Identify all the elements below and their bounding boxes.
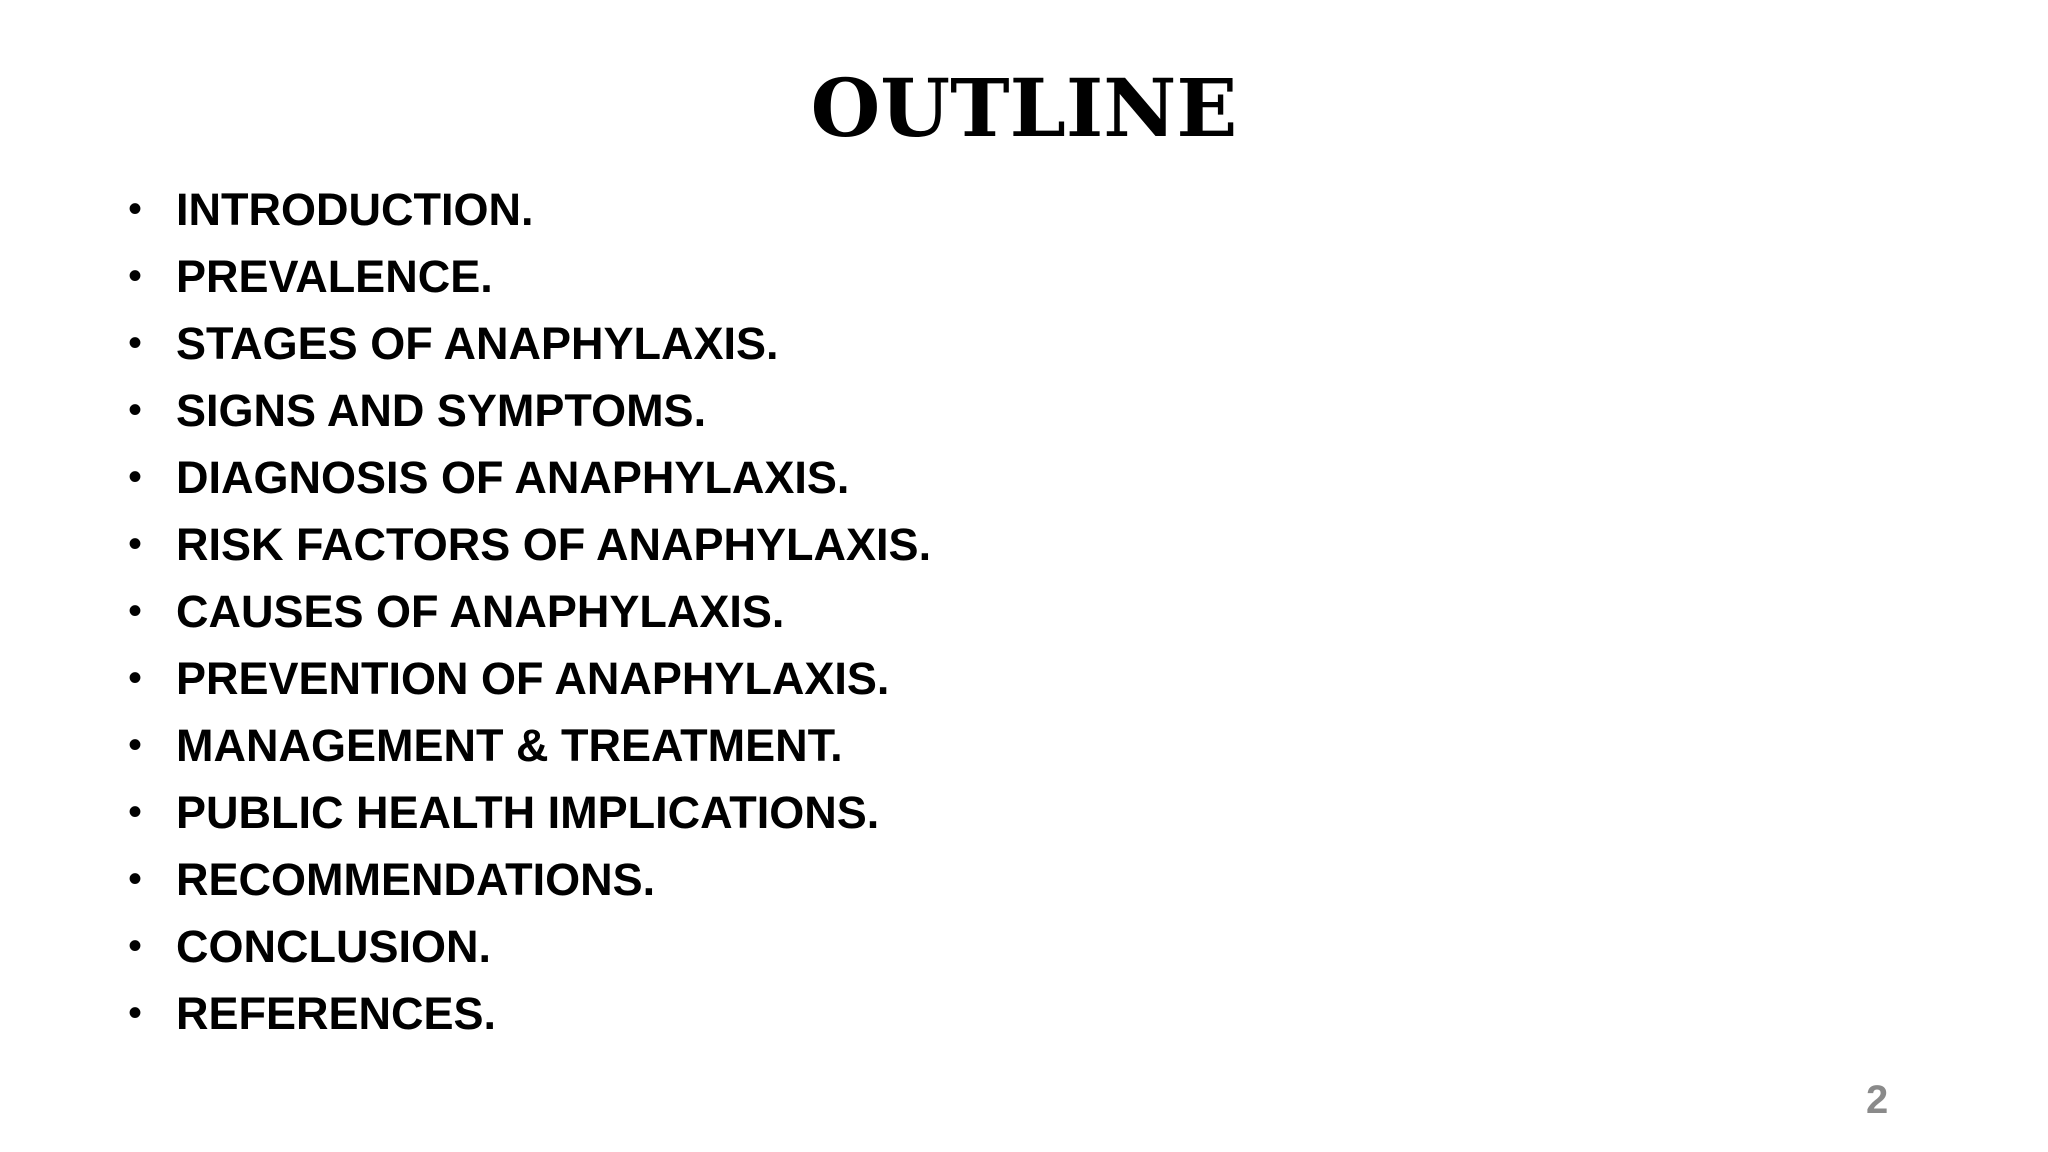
bullet-icon: • [128,790,143,834]
outline-item-stages [128,310,931,377]
outline-item-introduction [128,176,931,243]
outline-item-conclusion [128,913,931,980]
outline-item-label: CONCLUSION. [176,920,491,972]
bullet-icon: • [128,924,143,968]
outline-item-recommendations [128,846,931,913]
bullet-icon: • [128,723,143,767]
outline-item-label: RECOMMENDATIONS. [176,853,656,905]
bullet-icon: • [128,589,143,633]
outline-item-label: PREVALENCE. [176,250,493,302]
outline-item-label: PUBLIC HEALTH IMPLICATIONS. [176,786,880,838]
outline-item-management [128,712,931,779]
bullet-icon: • [128,991,143,1035]
outline-item-prevention [128,645,931,712]
outline-item-prevalence [128,243,931,310]
outline-item-label: RISK FACTORS OF ANAPHYLAXIS. [176,518,932,570]
outline-item-diagnosis [128,444,931,511]
outline-item-label: DIAGNOSIS OF ANAPHYLAXIS. [176,451,850,503]
outline-item-label: SIGNS AND SYMPTOMS. [176,384,707,436]
outline-item-risk-factors [128,511,931,578]
outline-item-label: REFERENCES. [176,987,497,1039]
outline-item-label: MANAGEMENT & TREATMENT. [176,719,843,771]
outline-item-signs-symptoms [128,377,931,444]
outline-item-causes [128,578,931,645]
outline-item-label: PREVENTION OF ANAPHYLAXIS. [176,652,890,704]
bullet-icon: • [128,656,143,700]
bullet-icon: • [128,522,143,566]
outline-item-references [128,980,931,1047]
outline-item-label: CAUSES OF ANAPHYLAXIS. [176,585,785,637]
outline-item-label: INTRODUCTION. [176,183,534,235]
outline-item-label: STAGES OF ANAPHYLAXIS. [176,317,779,369]
outline-item-public-health [128,779,931,846]
bullet-icon: • [128,321,143,365]
bullet-icon: • [128,254,143,298]
bullet-icon: • [128,388,143,432]
bullet-icon: • [128,187,143,231]
slide-title: OUTLINE [810,61,1238,155]
bullet-icon: • [128,857,143,901]
bullet-icon: • [128,455,143,499]
outline-list [128,176,931,1047]
page-number: 2 [1866,1078,1889,1122]
